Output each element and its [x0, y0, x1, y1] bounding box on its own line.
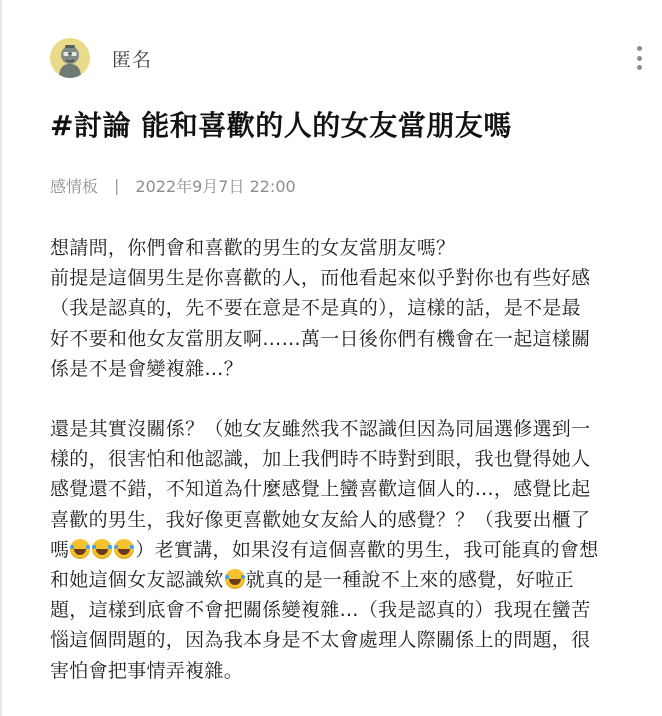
body-line: 害怕會把事情弄複雜。 [50, 659, 244, 682]
body-line: 惱這個問題的，因為我本身是不太會處理人際關係上的問題，很 [50, 629, 591, 652]
body-line: 樣的，很害怕和他認識，加上我們時不時對到眼，我也覺得她人 [50, 448, 591, 471]
joy-emoji-icon [225, 569, 245, 589]
body-line: 好不要和他女友當朋友啊……萬一日後你們有機會在一起這樣關 [50, 327, 591, 350]
body-line: （我是認真的，先不要在意是不是真的），這樣的話，是不是最 [50, 297, 581, 320]
joy-emoji-icon [114, 539, 134, 559]
joy-emoji-icon [70, 539, 90, 559]
body-line: 係是不是會變複雜…？ [50, 357, 244, 380]
body-text: 和她這個女友認識欸 [50, 569, 224, 592]
post-meta [50, 174, 296, 197]
paragraph-gap [50, 384, 642, 414]
body-line: 題，這樣到底會不會把關係變複雜…（我是認真的）我現在蠻苦 [50, 599, 591, 622]
post-body [50, 233, 642, 686]
body-line [50, 565, 642, 595]
body-line: 喜歡的男生，我好像更喜歡她女友給人的感覺？？（我要出櫃了 [50, 508, 591, 531]
body-line: 前提是這個男生是你喜歡的人，而他看起來似乎對你也有些好感 [50, 267, 591, 290]
body-text: 嗎 [50, 538, 70, 561]
body-text: 就真的是一種說不上來的感覺，好啦正 [245, 569, 574, 592]
post-datetime: 2022年9月7日 22:00 [135, 177, 296, 196]
anonymous-user-icon[interactable] [50, 38, 90, 78]
body-text: ）老實講，如果沒有這個喜歡的男生，我可能真的會想 [135, 538, 599, 561]
joy-emoji-icon [92, 539, 112, 559]
post-header [50, 37, 652, 79]
body-line: 感覺還不錯，不知道為什麼感覺上蠻喜歡這個人的…，感覺比起 [50, 478, 591, 501]
meta-separator: | [114, 176, 120, 195]
post-title: #討論 能和喜歡的人的女友當朋友嗎 [50, 109, 512, 142]
body-line [50, 535, 642, 565]
author-name[interactable]: 匿名 [112, 48, 153, 71]
body-line: 想請問，你們會和喜歡的男生的女友當朋友嗎？ [50, 237, 456, 259]
more-vertical-icon[interactable] [634, 46, 644, 70]
body-line: 還是其實沒關係？（她女友雖然我不認識但因為同屆選修選到一 [50, 418, 591, 441]
board-link[interactable]: 感情板 [50, 177, 99, 196]
left-border [0, 0, 2, 716]
